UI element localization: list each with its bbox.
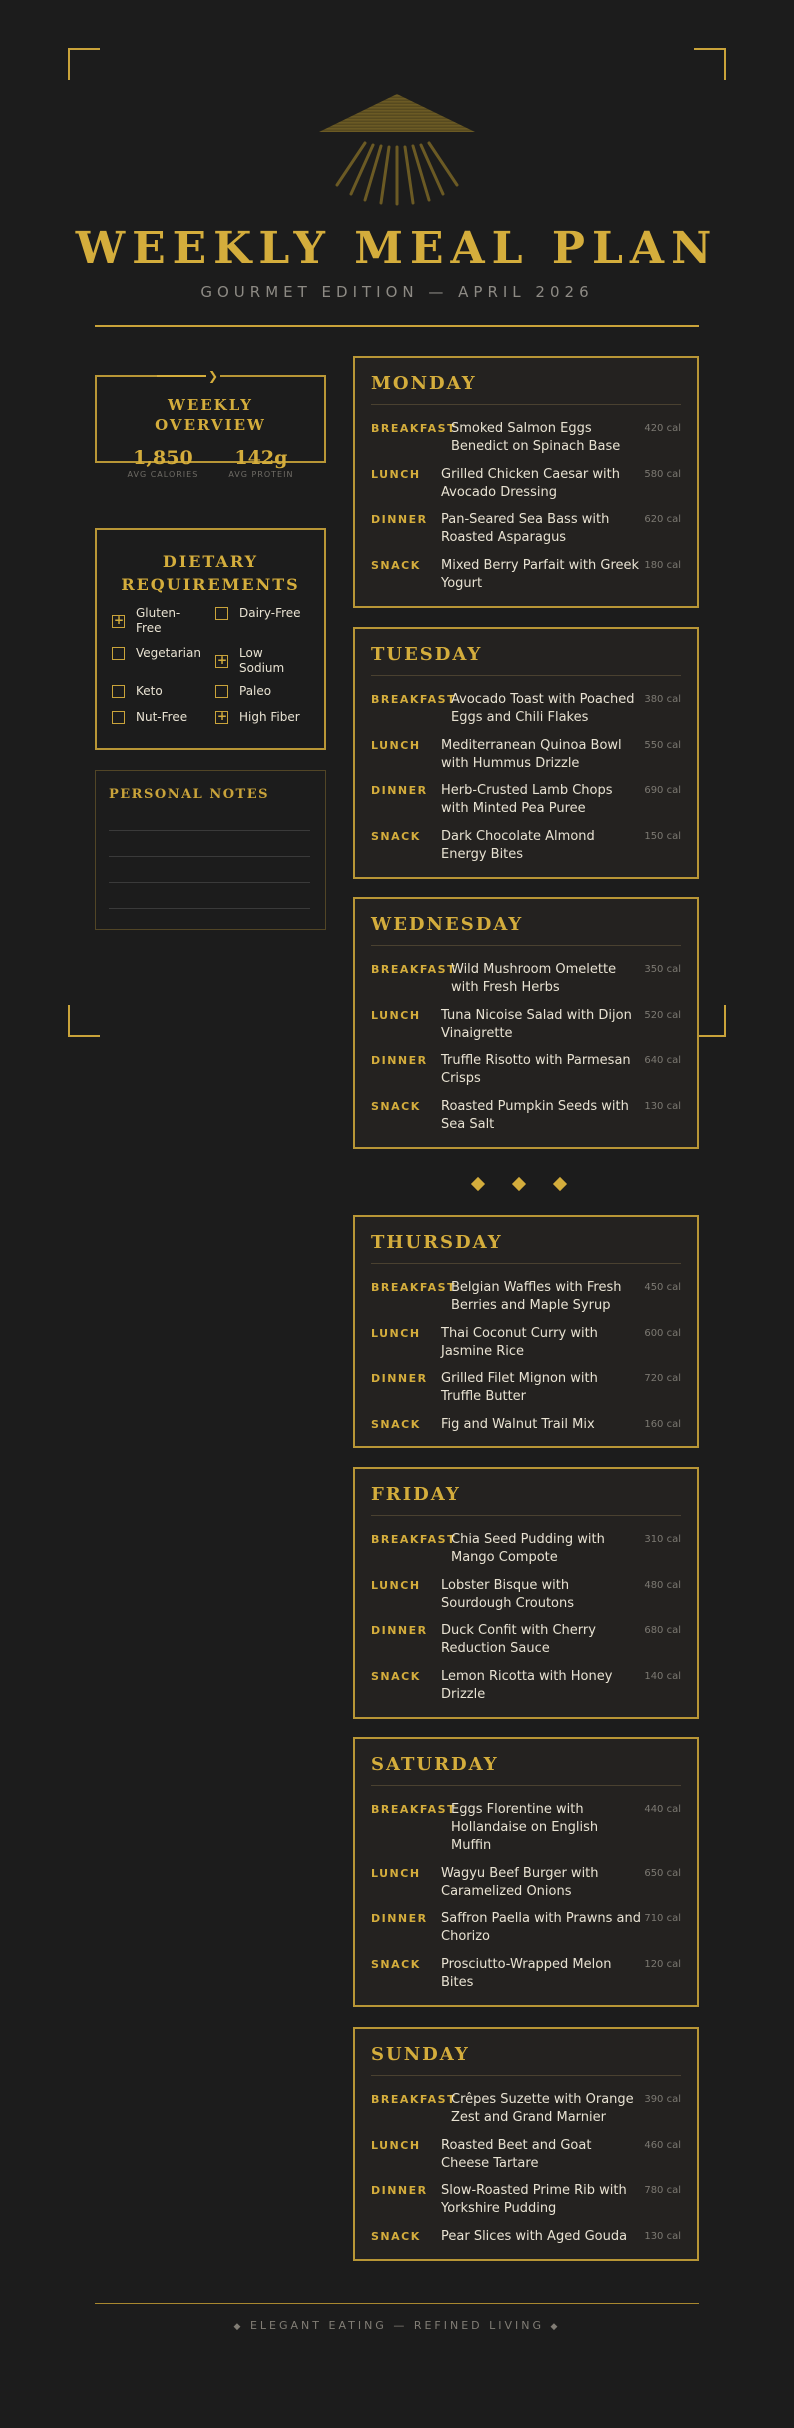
meal-row	[371, 1370, 681, 1410]
overview-stats	[97, 447, 324, 481]
meal-calories: 120 cal	[644, 1959, 681, 1970]
day-name: SUNDAY	[371, 2044, 470, 2065]
day-card-saturday	[353, 1737, 699, 2007]
meal-name: Duck Confit with Cherry Reduction Sauce	[441, 1623, 596, 1656]
meal-type: BREAKFAST	[371, 1281, 457, 1294]
meal-name: Smoked Salmon Eggs Benedict on Spinach Base	[451, 421, 621, 454]
meal-type: SNACK	[371, 559, 421, 572]
meal-name: Saffron Paella with Prawns and Chorizo	[441, 1911, 641, 1944]
meal-type: LUNCH	[371, 468, 421, 481]
notes-title: PERSONAL NOTES	[109, 787, 270, 802]
meal-calories: 350 cal	[644, 964, 681, 975]
meal-calories: 140 cal	[644, 1671, 681, 1682]
diet-option-label: Vegetarian	[136, 646, 201, 660]
page-subtitle: GOURMET EDITION — APRIL 2026	[200, 283, 594, 301]
checkbox[interactable]	[215, 685, 228, 698]
meal-type: LUNCH	[371, 739, 421, 752]
diamond-icon	[471, 1177, 485, 1191]
meal-type: DINNER	[371, 1624, 428, 1637]
chevron-right-icon: ❯	[208, 369, 219, 383]
meal-row	[371, 1865, 681, 1905]
day-card-wednesday	[353, 897, 699, 1149]
stat-calories	[128, 447, 199, 481]
page-title: WEEKLY MEAL PLAN	[75, 223, 719, 274]
stat-value: 142g	[234, 447, 288, 469]
day-name: THURSDAY	[371, 1232, 503, 1253]
meal-row	[371, 737, 681, 777]
meal-type: DINNER	[371, 784, 428, 797]
diet-option[interactable]	[215, 606, 315, 621]
meal-calories: 580 cal	[644, 469, 681, 480]
dietary-checklist	[97, 606, 324, 746]
diet-option[interactable]	[215, 710, 315, 725]
meal-type: LUNCH	[371, 1009, 421, 1022]
meal-name: Avocado Toast with Poached Eggs and Chili Flakes	[451, 692, 635, 725]
meal-name: Pear Slices with Aged Gouda	[441, 2229, 628, 2244]
day-name: TUESDAY	[371, 644, 483, 665]
meal-calories: 130 cal	[644, 2231, 681, 2242]
stat-label: AVG CALORIES	[127, 470, 199, 479]
meal-row	[371, 2137, 681, 2177]
meal-name: Chia Seed Pudding with Mango Compote	[451, 1532, 605, 1565]
meal-calories: 160 cal	[644, 1419, 681, 1430]
meal-row	[371, 511, 681, 551]
meal-row	[371, 466, 681, 506]
meal-calories: 720 cal	[644, 1373, 681, 1384]
meal-type: SNACK	[371, 830, 421, 843]
checkbox[interactable]	[215, 607, 228, 620]
meal-row	[371, 557, 681, 597]
meal-type: BREAKFAST	[371, 693, 457, 706]
meal-name: Slow-Roasted Prime Rib with Yorkshire Pudding	[441, 2183, 627, 2216]
checkbox[interactable]	[112, 711, 125, 724]
meal-name: Fig and Walnut Trail Mix	[441, 1417, 595, 1432]
diet-option[interactable]	[215, 684, 315, 699]
day-divider	[371, 675, 681, 676]
meal-row	[371, 1622, 681, 1662]
meal-name: Grilled Filet Mignon with Truffle Butter	[441, 1371, 598, 1404]
diet-option-label: Dairy-Free	[239, 606, 301, 620]
meal-type: BREAKFAST	[371, 1803, 457, 1816]
meal-calories: 420 cal	[644, 423, 681, 434]
day-name: FRIDAY	[371, 1484, 461, 1505]
meal-row	[371, 691, 681, 731]
day-divider	[371, 1785, 681, 1786]
footer-divider	[95, 2303, 699, 2304]
day-name: MONDAY	[371, 373, 477, 394]
meal-name: Roasted Beet and Goat Cheese Tartare	[441, 2138, 592, 2171]
meal-calories: 380 cal	[644, 694, 681, 705]
meal-name: Roasted Pumpkin Seeds with Sea Salt	[441, 1099, 629, 1132]
meal-row	[371, 1577, 681, 1617]
meal-type: LUNCH	[371, 1867, 421, 1880]
meal-calories: 180 cal	[644, 560, 681, 571]
stat-value: 1,850	[133, 447, 193, 469]
diet-option[interactable]	[112, 710, 212, 725]
meal-name: Pan-Seared Sea Bass with Roasted Asparagus	[441, 512, 610, 545]
overview-accent-line	[157, 375, 207, 377]
diamond-icon	[553, 1177, 567, 1191]
meal-type: LUNCH	[371, 1579, 421, 1592]
day-card-friday	[353, 1467, 699, 1719]
meal-type: BREAKFAST	[371, 422, 457, 435]
diet-option[interactable]	[215, 646, 315, 676]
meal-row	[371, 1910, 681, 1950]
meal-type: BREAKFAST	[371, 2093, 457, 2106]
meal-name: Belgian Waffles with Fresh Berries and Maple Syrup	[451, 1280, 622, 1313]
meal-row	[371, 1801, 681, 1853]
dietary-requirements-card	[95, 528, 326, 750]
meal-name: Herb-Crusted Lamb Chops with Minted Pea Puree	[441, 783, 613, 816]
meal-type: DINNER	[371, 2184, 428, 2197]
meal-calories: 640 cal	[644, 1055, 681, 1066]
footer-text: ELEGANT EATING — REFINED LIVING	[249, 2319, 545, 2332]
meal-calories: 450 cal	[644, 1282, 681, 1293]
meal-calories: 460 cal	[644, 2140, 681, 2151]
corner-ornament-top-right	[694, 48, 726, 80]
meal-calories: 780 cal	[644, 2185, 681, 2196]
meal-row	[371, 828, 681, 868]
meal-calories: 310 cal	[644, 1534, 681, 1545]
corner-ornament-bottom-left	[68, 1005, 100, 1037]
meal-row	[371, 1325, 681, 1365]
meal-calories: 150 cal	[644, 831, 681, 842]
day-name: WEDNESDAY	[371, 914, 524, 935]
meal-calories: 600 cal	[644, 1328, 681, 1339]
diet-option[interactable]	[112, 684, 212, 699]
meal-name: Wild Mushroom Omelette with Fresh Herbs	[451, 962, 617, 995]
meal-row	[371, 1007, 681, 1047]
meal-type: SNACK	[371, 1418, 421, 1431]
meal-name: Prosciutto-Wrapped Melon Bites	[441, 1957, 612, 1990]
meal-name: Lobster Bisque with Sourdough Croutons	[441, 1578, 575, 1611]
diamond-icon	[512, 1177, 526, 1191]
meal-type: BREAKFAST	[371, 1533, 457, 1546]
meal-row	[371, 2228, 681, 2268]
meal-name: Crêpes Suzette with Orange Zest and Grand Marnier	[451, 2092, 634, 2125]
meal-calories: 680 cal	[644, 1625, 681, 1636]
dietary-title-line1: DIETARY	[162, 552, 259, 571]
meal-calories: 690 cal	[644, 785, 681, 796]
diet-option[interactable]	[112, 646, 212, 661]
meal-name: Mixed Berry Parfait with Greek Yogurt	[441, 558, 640, 591]
meal-type: DINNER	[371, 1912, 428, 1925]
meal-calories: 710 cal	[644, 1913, 681, 1924]
meal-name: Tuna Nicoise Salad with Dijon Vinaigrette	[441, 1008, 632, 1041]
meal-name: Eggs Florentine with Hollandaise on English Muffin	[451, 1802, 599, 1853]
meal-calories: 520 cal	[644, 1010, 681, 1021]
day-card-monday	[353, 356, 699, 608]
meal-type: SNACK	[371, 2230, 421, 2243]
meal-type: DINNER	[371, 513, 428, 526]
stat-protein	[228, 447, 293, 481]
checkbox[interactable]	[215, 655, 228, 668]
note-line[interactable]	[109, 908, 310, 909]
meal-name: Dark Chocolate Almond Energy Bites	[441, 829, 595, 862]
meal-type: DINNER	[371, 1372, 428, 1385]
meal-type: SNACK	[371, 1958, 421, 1971]
header-divider	[95, 325, 699, 327]
checkbox[interactable]	[112, 685, 125, 698]
meal-row	[371, 961, 681, 1001]
meal-type: LUNCH	[371, 2139, 421, 2152]
meal-row	[371, 1416, 681, 1456]
meal-row	[371, 420, 681, 460]
meal-calories: 440 cal	[644, 1804, 681, 1815]
checkbox[interactable]	[112, 647, 125, 660]
day-divider	[371, 1515, 681, 1516]
meal-type: SNACK	[371, 1100, 421, 1113]
note-line[interactable]	[109, 830, 310, 831]
note-line[interactable]	[109, 856, 310, 857]
note-line[interactable]	[109, 882, 310, 883]
diet-option-label: Nut-Free	[136, 710, 188, 724]
section-divider	[468, 1176, 588, 1192]
diet-option-label: High Fiber	[239, 710, 300, 724]
meal-row	[371, 1098, 681, 1138]
dietary-title	[97, 550, 324, 596]
meal-type: LUNCH	[371, 1327, 421, 1340]
day-card-sunday	[353, 2027, 699, 2261]
day-divider	[371, 2075, 681, 2076]
meal-calories: 620 cal	[644, 514, 681, 525]
sunburst-roof-icon	[317, 92, 477, 212]
diamond-icon: ◆	[233, 2322, 244, 2332]
dietary-title-line2: REQUIREMENTS	[121, 575, 300, 594]
diet-option-label: Gluten-Free	[136, 606, 181, 635]
weekly-overview-card	[95, 369, 326, 479]
meal-row	[371, 782, 681, 822]
corner-ornament-top-left	[68, 48, 100, 80]
meal-row	[371, 2091, 681, 2131]
day-card-tuesday	[353, 627, 699, 879]
meal-row	[371, 1531, 681, 1571]
checkbox[interactable]	[215, 711, 228, 724]
meal-row	[371, 1052, 681, 1092]
day-card-thursday	[353, 1215, 699, 1448]
overview-title-line2: OVERVIEW	[155, 416, 266, 434]
day-divider	[371, 404, 681, 405]
meal-row	[371, 1956, 681, 1996]
meal-type: SNACK	[371, 1670, 421, 1683]
footer	[0, 2318, 794, 2335]
meal-row	[371, 1279, 681, 1319]
diet-option[interactable]	[112, 606, 212, 636]
overview-title-line1: WEEKLY	[167, 396, 254, 414]
meal-calories: 130 cal	[644, 1101, 681, 1112]
meal-type: BREAKFAST	[371, 963, 457, 976]
meal-row	[371, 1668, 681, 1708]
meal-name: Truffle Risotto with Parmesan Crisps	[441, 1053, 631, 1086]
meal-calories: 550 cal	[644, 740, 681, 751]
meal-calories: 480 cal	[644, 1580, 681, 1591]
meal-name: Wagyu Beef Burger with Caramelized Onions	[441, 1866, 599, 1899]
personal-notes-card[interactable]	[95, 770, 326, 930]
meal-calories: 650 cal	[644, 1868, 681, 1879]
stat-label: AVG PROTEIN	[228, 470, 294, 479]
day-divider	[371, 1263, 681, 1264]
diet-option-label: Paleo	[239, 684, 272, 698]
diamond-icon: ◆	[550, 2322, 561, 2332]
diet-option-label: Keto	[136, 684, 163, 698]
overview-title	[97, 395, 324, 435]
meal-type: DINNER	[371, 1054, 428, 1067]
day-name: SATURDAY	[371, 1754, 499, 1775]
meal-name: Thai Coconut Curry with Jasmine Rice	[441, 1326, 598, 1359]
meal-name: Grilled Chicken Caesar with Avocado Dressing	[441, 467, 620, 500]
day-divider	[371, 945, 681, 946]
checkbox[interactable]	[112, 615, 125, 628]
meal-calories: 390 cal	[644, 2094, 681, 2105]
meal-name: Mediterranean Quinoa Bowl with Hummus Drizzle	[441, 738, 622, 771]
meal-name: Lemon Ricotta with Honey Drizzle	[441, 1669, 613, 1702]
diet-option-label: Low Sodium	[239, 646, 285, 675]
meal-row	[371, 2182, 681, 2222]
